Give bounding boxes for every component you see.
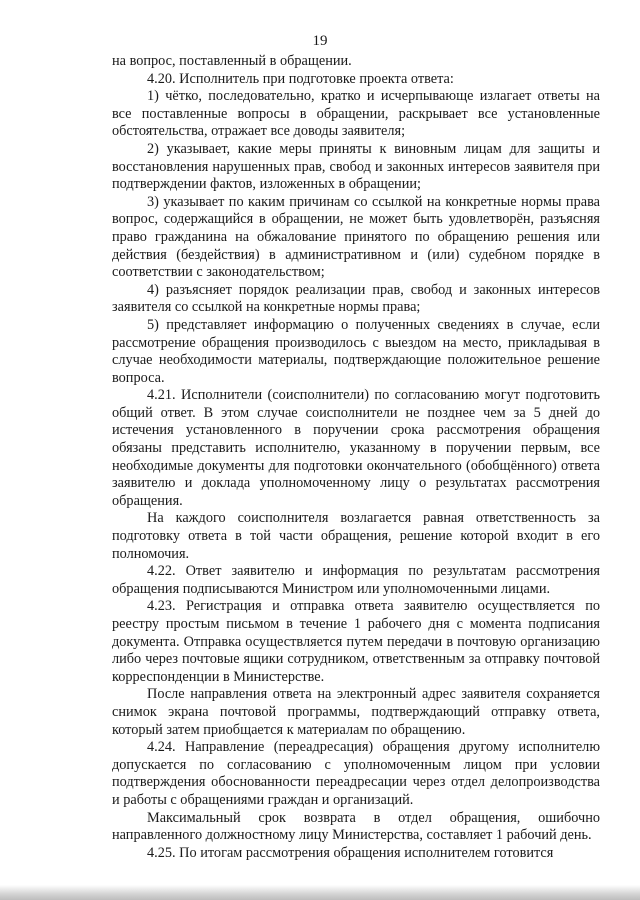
paragraph-4-22: 4.22. Ответ заявителю и информация по результатам рассмотрения обращения подписываются Министром или уполномоченными лицами. (112, 563, 600, 597)
paragraph-4-21-responsibility: На каждого соисполнителя возлагается равная ответственность за подготовку ответа в той части обращения, решение которой входит в его полномочия. (112, 510, 600, 562)
paragraph-4-24-return-term: Максимальный срок возврата в отдел обращения, ошибочно направленного должностному лицу Министерства, составляет 1 рабочий день. (112, 809, 600, 844)
paragraph-4-20-item-5: 5) представляет информацию о полученных сведениях в случае, если рассмотрение обращения производилось с выездом на место, прикладывая в случае необходимости материалы, подтверждающие положительное решение вопроса. (112, 316, 600, 386)
page-bottom-edge (0, 885, 640, 900)
paragraph-4-24: 4.24. Направление (переадресация) обращения другому исполнителю допускается по согласованию с уполномоченным лицом при условии подтверждения обоснованности переадресации через отдел делопроизводства и работы с обращениями граждан и организаций. (112, 739, 600, 808)
paragraph-4-20-item-3: 3) указывает по каким причинам со ссылкой на конкретные нормы права вопрос, содержащийся в обращении, не может быть удовлетворён, разъясняя право гражданина на обжалование принятого по обращению решения или действия (бездействия) в административном и (или) судебном порядке в соответствии с законодательством; (112, 193, 600, 281)
paragraph-4-21: 4.21. Исполнители (соисполнители) по согласованию могут подготовить общий ответ. В этом случае соисполнители не позднее чем за 5 дней до истечения установленного в поручении срока рассмотрения обращения обязаны представить исполнителю, указанному в поручении первым, все необходимые документы для подготовки окончательного (обобщённого) ответа заявителю и доклада уполномоченному лицу о результатах рассмотрения обращения. (112, 387, 600, 509)
document-body (112, 53, 600, 862)
paragraph-4-20-item-2: 2) указывает, какие меры приняты к виновным лицам для защиты и восстановления нарушенных прав, свобод и законных интересов заявителя при подтверждении фактов, изложенных в обращении; (112, 140, 600, 193)
paragraph-4-23: 4.23. Регистрация и отправка ответа заявителю осуществляется по реестру простым письмом в течение 1 рабочего дня с момента подписания документа. Отправка осуществляется путем передачи в почтовую организацию либо через почтовые ящики сотрудником, ответственным за отправку почтовой корреспонденции в Министерстве. (112, 598, 600, 685)
paragraph-4-23-email: После направления ответа на электронный адрес заявителя сохраняется снимок экрана почтовой программы, подтверждающий отправку ответа, который затем приобщается к материалам по обращению. (112, 686, 600, 738)
paragraph-4-20-item-4: 4) разъясняет порядок реализации прав, свобод и законных интересов заявителя со ссылкой на конкретные нормы права; (112, 281, 600, 316)
paragraph-4-25: 4.25. По итогам рассмотрения обращения исполнителем готовится (147, 844, 554, 861)
page-number: 19 (312, 33, 328, 49)
paragraph-continuation: на вопрос, поставленный в обращении. (112, 53, 352, 69)
paragraph-4-20: 4.20. Исполнитель при подготовке проекта ответа: (147, 70, 454, 87)
paragraph-4-20-item-1: 1) чётко, последовательно, кратко и исчерпывающе излагает ответы на все поставленные вопросы в обращении, раскрывает все установленные обстоятельства, отражает все доводы заявителя; (112, 88, 600, 140)
